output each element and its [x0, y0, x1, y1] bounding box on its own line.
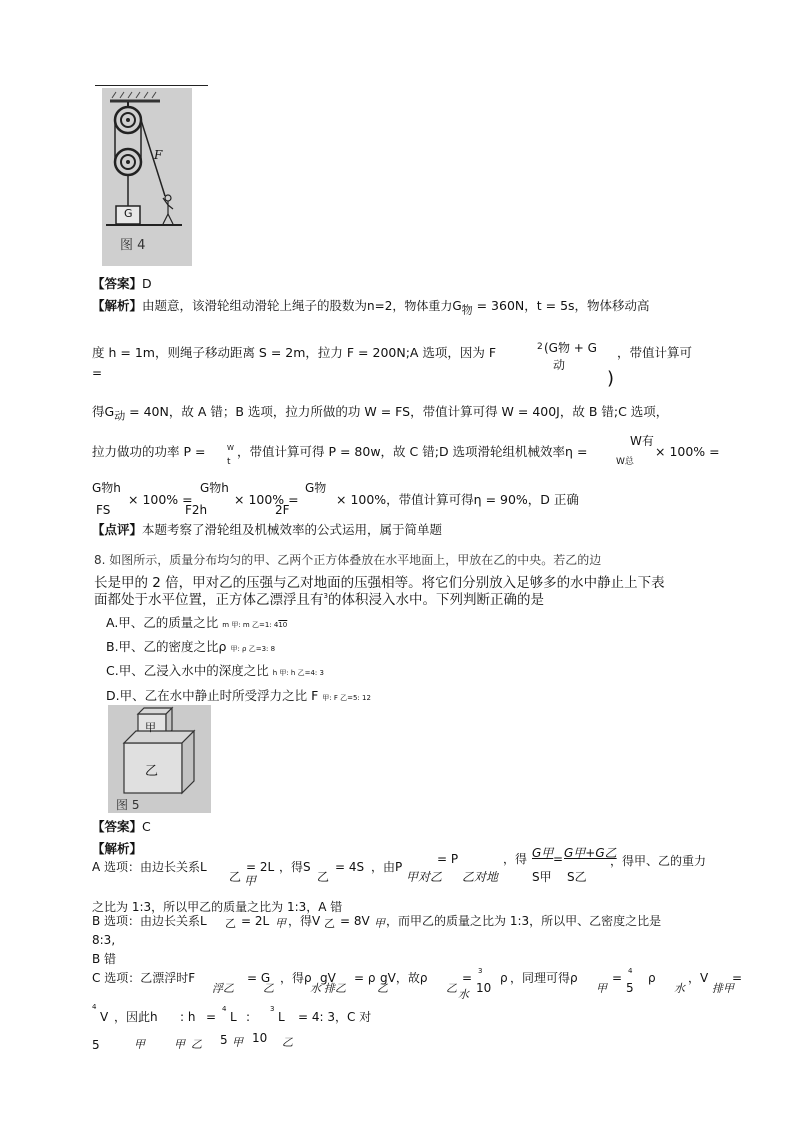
frac-den: t [227, 457, 231, 467]
analysis-text: 度 h = 1m，则绳子移动距离 S = 2m，拉力 F = 200N;A 选项，因为 F [92, 345, 497, 360]
frac-num: 3 [270, 1005, 275, 1013]
option-ratio: m 甲: m 乙=1: 4 [222, 621, 279, 629]
frac-den: F2h [185, 503, 208, 517]
option-fraction: 10 [278, 621, 288, 629]
figure-caption: 图 5 [116, 798, 140, 812]
sol-text: ，同理可得ρ [510, 971, 578, 985]
subscript: 水 [310, 982, 321, 995]
figure-caption: 图 4 [120, 238, 146, 253]
answer-value: C [142, 819, 151, 834]
q8-option-d[interactable] [106, 688, 371, 704]
pulley-figure [102, 88, 192, 266]
frac-num: 4 [628, 967, 633, 975]
sol-text: = 8V [340, 914, 370, 928]
sol-text: ，V [688, 971, 709, 985]
q8-option-a[interactable] [106, 615, 287, 631]
weight-label: G [124, 207, 133, 220]
q8-stem-line-2: 长是甲的 2 倍，甲对乙的压强与乙对地面的压强相等。将它们分别放入足够多的水中静止上下表 [94, 575, 665, 591]
sol-text: = 2L [241, 914, 270, 928]
analysis-text: 得G [92, 404, 115, 419]
frac-num: G物h [200, 481, 229, 495]
q7-answer-line [92, 276, 152, 292]
analysis-text: × 100% = [234, 492, 299, 507]
option-ratio: 甲: ρ 乙=3: 8 [230, 645, 276, 653]
option-text: A.甲、乙的质量之比 [106, 615, 219, 630]
frac-den: 5 [92, 1038, 100, 1052]
sol-text: ，而甲乙的质量之比为 1:3，所以甲、乙密度之比是 [386, 914, 662, 928]
subscript: 甲 [244, 874, 257, 888]
analysis-text: 由题意，该滑轮组动滑轮上绳子的股数为 [142, 298, 368, 313]
frac-num: 3 [478, 967, 483, 975]
sol-text: = 2L [246, 860, 275, 874]
q8-sol-b-line-2: 8:3, [92, 933, 116, 947]
pulley-diagram-svg [102, 88, 192, 266]
sol-text: = [732, 971, 743, 985]
q7-analysis-line-1 [92, 298, 650, 317]
header-rule [95, 85, 208, 86]
frac-den: 10 [252, 1031, 268, 1045]
answer-tag: 【答案】 [92, 276, 143, 291]
analysis-text: × 100%，带值计算可得η = 90%，D 正确 [336, 492, 579, 507]
sol-text: ，得ρ [280, 971, 312, 985]
option-text: B.甲、乙的密度之比ρ [106, 639, 227, 654]
close-paren: ) [607, 368, 615, 389]
option-ratio: h 甲: h 乙=4: 3 [272, 669, 324, 677]
subscript: 乙 [377, 982, 388, 995]
frac-den: S甲 [532, 870, 552, 884]
sol-text: ，得V [288, 914, 321, 928]
q7-analysis-line-4 [92, 444, 205, 460]
subscript: 乙 [317, 870, 330, 884]
frac-num: 4 [92, 1003, 97, 1011]
formula-sub: 动 [553, 358, 566, 372]
sol-text: = 4S [335, 860, 365, 874]
frac-den: 10 [476, 981, 492, 995]
formula: (G物 + G [544, 341, 597, 355]
subscript: 甲 [174, 1038, 185, 1051]
frac-num: 4 [222, 1005, 227, 1013]
frac-den: W总 [616, 457, 634, 467]
subscript: 甲 [374, 917, 385, 930]
q8-sol-c-line-2 [92, 1003, 742, 1052]
sol-text: = [612, 971, 623, 985]
frac-num: G甲 [532, 846, 554, 860]
stem-text: 的体积浸入水中。下列判断正确的是 [327, 592, 544, 608]
subscript: 动 [114, 409, 126, 423]
analysis-text: n=2，物体重力G [367, 299, 462, 313]
q7-analysis-line-3 [92, 404, 668, 423]
answer-value: D [142, 276, 152, 291]
q8-stem-line-1: 8. 如图所示，质量分布均匀的甲、乙两个正方体叠放在水平地面上，甲放在乙的中央。若乙的边 [94, 553, 602, 567]
sol-text: = [206, 1010, 217, 1024]
analysis-tag: 【解析】 [92, 298, 143, 313]
subscript: 乙 [446, 982, 457, 995]
frac-den: FS [96, 503, 111, 517]
frac-den: S乙 [567, 870, 587, 884]
superscript: 3 [323, 592, 328, 600]
sol-text: ，得S [279, 860, 311, 874]
subscript: 排乙 [324, 982, 346, 995]
subscript: 甲 [596, 982, 607, 995]
analysis-text: 拉力做功的功率 P = [92, 444, 206, 459]
answer-tag: 【答案】 [92, 819, 143, 834]
analysis-text: ，带值计算可 [617, 345, 693, 360]
subscript: 甲 [232, 1036, 243, 1049]
frac-num: 2 [537, 342, 543, 352]
subscript: 甲对乙 [406, 870, 443, 884]
comment-tag: 【点评】 [92, 522, 143, 537]
sol-text: gV，故ρ [380, 971, 428, 985]
subscript: 水 [674, 982, 685, 995]
sol-text: A 选项：由边长关系L [92, 860, 207, 874]
subscript: 物 [461, 303, 473, 317]
frac-den: 2F [275, 503, 290, 517]
subscript: 乙 [225, 917, 236, 930]
sol-text: ，得甲、乙的重力 [610, 854, 707, 868]
sol-text: ρ [648, 971, 656, 985]
analysis-text: = 40N，故 A 错；B 选项，拉力所做的功 W = FS，带值计算可得 W = 400J，故 B 错;C 选项， [125, 404, 669, 419]
frac-den: 5 [626, 981, 634, 995]
sol-text: : [246, 1010, 251, 1024]
q8-sol-b-line [92, 914, 732, 934]
sol-text: L [230, 1010, 237, 1024]
cube-top-label: 甲 [145, 721, 156, 734]
subscript: 乙 [324, 917, 335, 930]
subscript: 乙 [229, 870, 242, 884]
frac-num: G甲+G乙 [564, 846, 617, 860]
stem-text: 面都处于水平位置，正方体乙漂浮且有 [94, 592, 324, 608]
subscript: 甲 [275, 917, 286, 930]
analysis-text: = 360N，t = 5s，物体移动高 [472, 298, 650, 313]
option-text: C.甲、乙浸入水中的深度之比 [106, 663, 269, 678]
subscript: 排甲 [712, 982, 734, 995]
sol-text: = ρ [354, 971, 376, 985]
sol-text: ，因此h [114, 1010, 158, 1024]
subscript: 浮乙 [212, 982, 234, 995]
frac-num: G物h [92, 481, 121, 495]
subscript: 乙 [263, 982, 274, 995]
sol-text: gV [320, 971, 336, 985]
analysis-text: × 100% = [128, 492, 193, 507]
frac-den: 5 [220, 1033, 228, 1047]
subscript: 乙对地 [462, 870, 499, 884]
q8-answer-line [92, 819, 151, 835]
q8-analysis-tag: 【解析】 [92, 841, 143, 856]
sol-text: ，由P [371, 860, 403, 874]
equals: = [92, 366, 103, 380]
analysis-text: ，带值计算可得 P = 80w，故 C 错;D 选项滑轮组机械效率η = [237, 444, 588, 459]
comment-text: 本题考察了滑轮组及机械效率的公式运用，属于简单题 [142, 522, 443, 537]
q8-option-c[interactable] [106, 663, 324, 679]
cubes-figure [108, 705, 211, 813]
sol-text: C 选项：乙漂浮时F [92, 971, 196, 985]
force-label: F [154, 148, 163, 162]
option-text: D.甲、乙在水中静止时所受浮力之比 F [106, 688, 319, 703]
subscript: 水 [458, 988, 469, 1001]
sol-text: = P [437, 852, 459, 866]
subscript: 甲 [134, 1038, 145, 1051]
subscript: 乙 [191, 1038, 202, 1051]
q7-comment-line [92, 522, 442, 538]
q8-sol-c-line [92, 967, 743, 1001]
sol-text: V [100, 1010, 109, 1024]
sol-text: = 4: 3，C 对 [298, 1010, 372, 1024]
cube-bottom-label: 乙 [145, 764, 159, 779]
sol-text: = [462, 971, 473, 985]
q8-option-b[interactable] [106, 639, 275, 655]
q8-sol-b-line-3: B 错 [92, 952, 117, 966]
sol-text: ρ [500, 971, 508, 985]
sol-text: = G [247, 971, 271, 985]
sol-text: : h [180, 1010, 196, 1024]
sol-text: = [553, 852, 564, 866]
option-ratio: 甲: F 乙=5: 12 [322, 694, 371, 702]
frac-num: G物 [305, 481, 327, 495]
frac-num: W [227, 444, 234, 452]
frac-num: W有 [630, 434, 654, 448]
sol-text: ，得 [503, 852, 528, 866]
q7-analysis-line-2 [92, 345, 496, 361]
sol-text: L [278, 1010, 285, 1024]
subscript: 乙 [282, 1036, 293, 1049]
analysis-text: × 100% = [655, 444, 720, 459]
q8-sol-a-line-2: 之比为 1:3，所以甲乙的质量之比为 1:3，A 错 [92, 900, 343, 914]
sol-text: B 选项：由边长关系L [92, 914, 207, 928]
q8-stem-line-3 [94, 591, 544, 609]
